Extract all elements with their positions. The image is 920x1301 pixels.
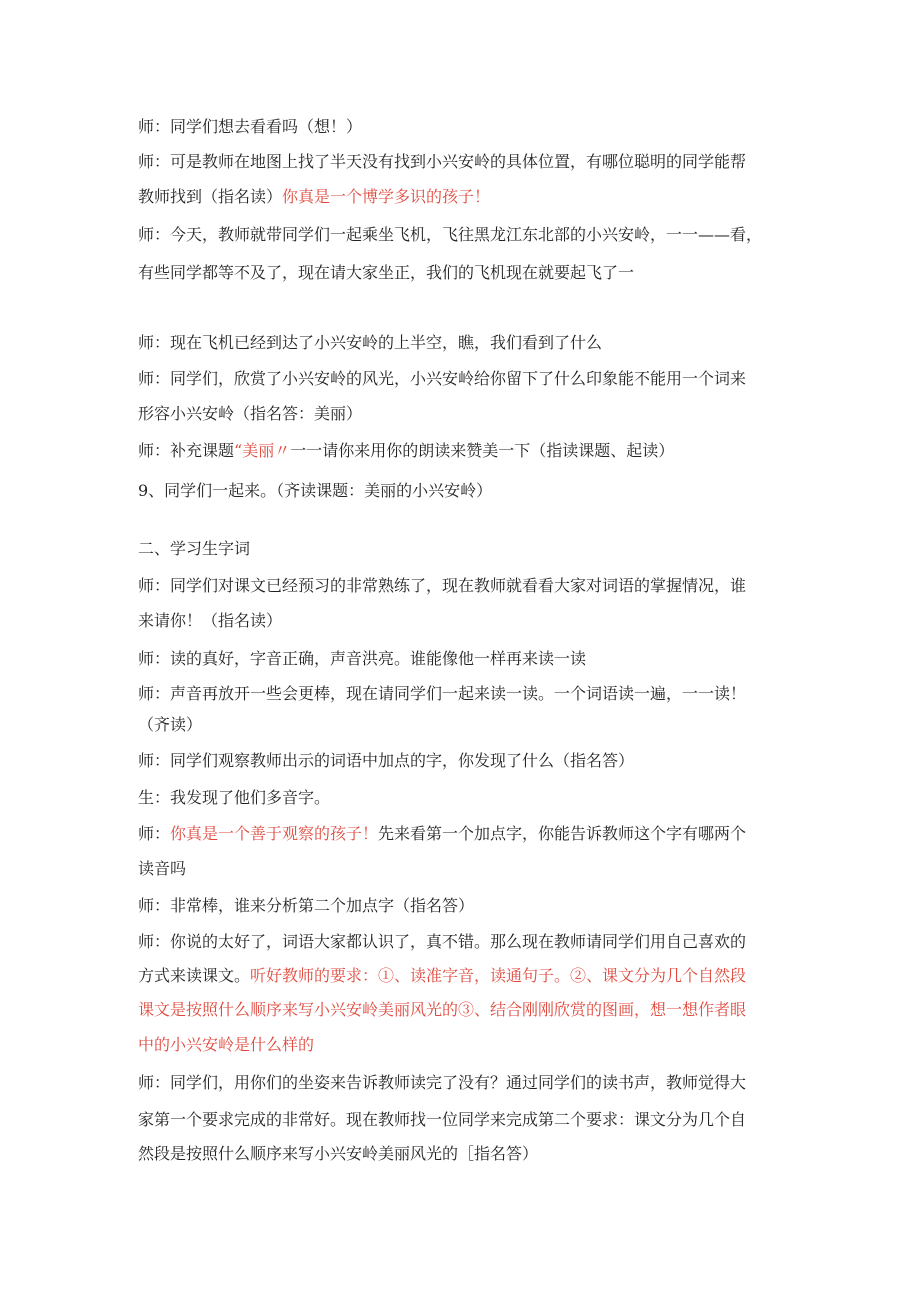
text-line: 有些同学都等不及了，现在请大家坐正，我们的飞机现在就要起飞了一 xyxy=(138,263,635,282)
text-line: 然段是按照什么顺序来写小兴安岭美丽风光的［指名答） xyxy=(138,1144,539,1163)
teacher-praise: 你真是一个博学多识的孩子！ xyxy=(282,187,491,206)
text-line: 师：你真是一个善于观察的孩子！先来看第一个加点字，你能告诉教师这个字有哪两个 xyxy=(138,824,747,843)
text-line: 来请你！（指名读） xyxy=(138,611,283,630)
reading-requirements: 听好教师的要求：①、读准字音，读通句子。②、课文分为几个自然段 xyxy=(250,966,747,985)
reading-requirements: 课文是按照什么顺序来写小兴安岭美丽风光的③、结合刚刚欣赏的图画，想一想作者眼 xyxy=(138,1000,747,1019)
text-line: 方式来读课文。听好教师的要求：①、读准字音，读通句子。②、课文分为几个自然段 xyxy=(138,966,747,985)
text-line: 师：你说的太好了，词语大家都认识了，真不错。那么现在教师请同学们用自己喜欢的 xyxy=(138,932,747,951)
text-line: 9、同学们一起来。（齐读课题：美丽的小兴安岭） xyxy=(138,481,493,500)
text-line: 读音吗 xyxy=(138,859,187,878)
text-line: 师：同学们，用你们的坐姿来告诉教师读完了没有？通过同学们的读书声，教师觉得大 xyxy=(138,1073,747,1092)
text-line: 师：同学们对课文已经预习的非常熟练了，现在教师就看看大家对词语的掌握情况，谁 xyxy=(138,576,747,595)
text-line: 师：同学们，欣赏了小兴安岭的风光，小兴安岭给你留下了什么印象能不能用一个词来 xyxy=(138,369,747,388)
text-line: 师：补充课题“美丽〃一一请你来用你的朗读来赞美一下（指读课题、起读） xyxy=(138,441,675,460)
text-line: 师：同学们想去看看吗（想！） xyxy=(138,117,363,136)
text-line: 师：声音再放开一些会更棒，现在请同学们一起来读一读。一个词语读一遍，一一读！ xyxy=(138,684,747,703)
text-line: 师：今天，教师就带同学们一起乘坐飞机，飞往黑龙江东北部的小兴安岭，一一——看， xyxy=(138,225,763,244)
text-line: 师：可是教师在地图上找了半天没有找到小兴安岭的具体位置，有哪位聪明的同学能帮 xyxy=(138,152,747,171)
text-line: （齐读） xyxy=(138,715,203,734)
text-line: 师：现在飞机已经到达了小兴安岭的上半空，瞧，我们看到了什么 xyxy=(138,333,603,352)
reading-requirements: 中的小兴安岭是什么样的 xyxy=(138,1035,315,1054)
text-line: 教师找到（指名读）你真是一个博学多识的孩子！ xyxy=(138,187,491,206)
text-line: 家第一个要求完成的非常好。现在教师找一位同学来完成第二个要求：课文分为几个自 xyxy=(138,1110,747,1129)
highlight-title: “美丽〃 xyxy=(234,441,291,460)
text-line: 师：同学们观察教师出示的词语中加点的字，你发现了什么（指名答） xyxy=(138,751,635,770)
section-heading: 二、学习生字词 xyxy=(138,539,251,558)
text-line: 生：我发现了他们多音字。 xyxy=(138,788,331,807)
text-line: 形容小兴安岭（指名答：美丽） xyxy=(138,404,363,423)
teacher-praise: 你真是一个善于观察的孩子！ xyxy=(170,824,379,843)
text-line: 师：读的真好，字音正确，声音洪亮。谁能像他一样再来读一读 xyxy=(138,649,587,668)
text-line: 师：非常棒，谁来分析第二个加点字（指名答） xyxy=(138,896,475,915)
